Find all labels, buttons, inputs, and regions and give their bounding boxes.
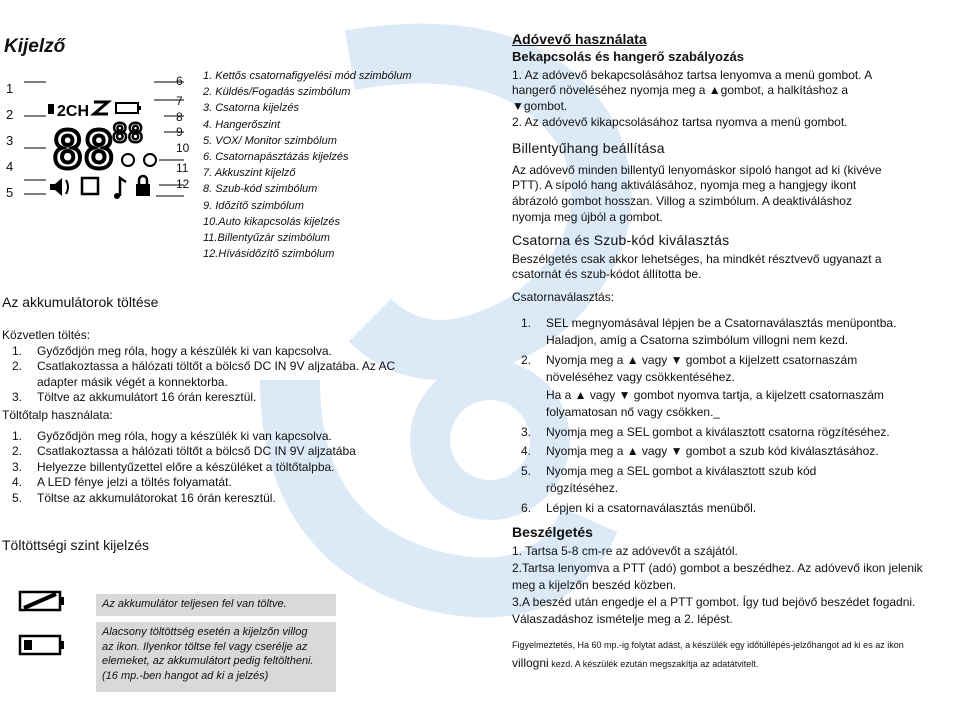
lcd-legend-item: 7. Akkuszint kijelző [203, 167, 296, 180]
list-item: 5. Nyomja meg a SEL gombot a kiválasztott szub kód rögzítéséhez. [521, 463, 817, 496]
lcd-callout-number: 3 [6, 133, 14, 148]
list-item: 3. Helyezze billentyűzettel előre a készüléket a töltőtalpba. [12, 459, 335, 474]
battery-charge-instructions [2, 328, 482, 507]
right-column [512, 32, 958, 670]
charge-level-title: Töltöttségi szint kijelzés [2, 537, 150, 553]
lcd-callout-number: 1 [6, 81, 14, 96]
lcd-legend-item: 1. Kettős csatornafigyelési mód szimbólum [203, 70, 412, 82]
power-title: Bekapcsolás és hangerő szabályozás [512, 48, 744, 64]
lcd-left-numbers [6, 76, 13, 206]
list-item: 4. Nyomja meg a ▲ vagy ▼ gombot a szub kód kiválasztásához. [521, 444, 879, 459]
lcd-callout-number: 12 [176, 176, 190, 191]
lcd-legend-item: 8. Szub-kód szimbólum [203, 183, 318, 196]
list-item: 1. Győződjön meg róla, hogy a készülék ki van kapcsolva. [12, 428, 332, 443]
list-item: 4. A LED fénye jelzi a töltés folyamatát. [12, 475, 232, 490]
battery-charge-title: Az akkumulátorok töltése [2, 294, 159, 310]
lcd-callout-number: 9 [176, 125, 183, 140]
usage-title: Adóvevő használata [512, 31, 647, 47]
lcd-legend-item: 10.Auto kikapcsolás kijelzés [203, 215, 340, 228]
lcd-callout-number: 11 [176, 160, 189, 175]
svg-text:88: 88 [112, 119, 144, 149]
lcd-callout-number: 10 [176, 141, 190, 156]
keytone-title: Billentyűhang beállítása [512, 139, 665, 156]
talk-text: 1. Tartsa 5-8 cm-re az adóvevőt a szájától. 2.Tartsa lenyomva a PTT (adó) gombot a beszédhez. Az adóvevő ikon jelenik meg a kijelzőn beszéd közben. 3.A beszéd után engedje el a PTT gombot. Így tud bejövő beszédet fogadni. Válaszadáshoz ismételje meg a 2. lépést. [512, 544, 923, 627]
channel-intro: Beszélgetés csak akkor lehetséges, ha mindkét résztvevő ugyanazt a csatornát és szub-kódot állította be. [512, 251, 882, 282]
lcd-diagram [6, 68, 494, 290]
cradle-label: Töltőtalp használata: [2, 407, 113, 422]
lcd-legend-item: 6. Csatornapásztázás kijelzés [203, 151, 349, 164]
lcd-big-digits: 88 [52, 121, 115, 181]
lcd-legend [203, 68, 412, 262]
keytone-text: Az adóvevő minden billentyű lenyomáskor sípoló hangot ad ki (kivéve PTT). A sípoló hang aktiválásához, nyomja meg a hangjegy ikont ábrázoló gombot hosszan. Villog a szimbólum. A deaktiváláshoz nyomja meg újból a gombot. [512, 162, 882, 224]
lcd-legend-item: 4. Hangerőszint [203, 118, 281, 131]
list-item: 2. Csatlakoztassa a hálózati töltőt a bölcső DC IN 9V aljzatába [12, 444, 356, 459]
lcd-legend-item: 5. VOX/ Monitor szimbólum [203, 134, 337, 147]
list-item: 2. Nyomja meg a ▲ vagy ▼ gombot a kijelzett csatornaszám növeléséhez vagy csökkentéséhez. Ha a ▲ vagy ▼ gombot nyomva tartja, a kijelzett csatornaszám folyamatosan nő vagy csökken._ [521, 352, 884, 420]
lcd-legend-item: 3. Csatorna kijelzés [203, 102, 299, 115]
warning-note: Figyelmeztetés, Ha 60 mp.-ig folytat adást, a készülék egy időtúllépés-jelzőhangot ad ki es az ikon villogni kezd. A készülék ezután megszakítja az adatátvitelt. [512, 640, 904, 671]
lcd-right-numbers [176, 74, 189, 193]
low-battery-note: Alacsony töltöttség esetén a kijelzőn villog az ikon. Ilyenkor töltse fel vagy cserélje az elemeket, az akkumulátort pedig feltöltheni. (16 mp.-ben hangot ad ki a jelzés) [96, 622, 336, 692]
lcd-channel-label: 2CH [57, 103, 90, 120]
lcd-screen-icon [24, 68, 189, 218]
power-text: 1. Az adóvevő bekapcsolásához tartsa lenyomva a menü gombot. A hangerő növeléséhez nyomja meg a ▲gombot, a halkításhoz a ▼gombot. 2. Az adóvevő kikapcsolásához tartsa nyomva a menü gombot. [512, 67, 873, 129]
list-item: 6. Lépjen ki a csatornaválasztás menüből. [521, 500, 757, 515]
list-item: 3. Nyomja meg a SEL gombot a kiválasztott csatorna rögzítéséhez. [521, 424, 890, 439]
charge-level-illustration [16, 586, 356, 696]
list-item: 3. Töltve az akkumulátort 16 órán keresztül. [12, 390, 257, 405]
full-battery-note: Az akkumulátor teljesen fel van töltve. [96, 594, 336, 616]
lcd-legend-item: 9. Időzítő szimbólum [203, 199, 304, 212]
lcd-callout-number: 6 [176, 74, 183, 88]
cradle-steps [2, 429, 482, 507]
lcd-legend-item: 11.Billentyűzár szimbólum [203, 232, 330, 245]
channel-title: Csatorna és Szub-kód kiválasztás [512, 231, 730, 248]
list-item: 1. Győződjön meg róla, hogy a készülék ki van kapcsolva. [12, 343, 332, 358]
channel-steps [512, 315, 958, 518]
list-item: 2. Csatlakoztassa a hálózati töltőt a bölcső DC IN 9V aljzatába. Az AC [12, 359, 396, 374]
battery-icons [16, 586, 76, 696]
lcd-callout-number: 7 [176, 93, 183, 108]
list-item: adapter másik végét a konnektorba. [37, 374, 228, 389]
display-section-title: Kijelző [4, 36, 66, 57]
talk-title: Beszélgetés [512, 524, 593, 541]
list-item: 1. SEL megnyomásával lépjen be a Csatornaválasztás menüpontba. Haladjon, amíg a Csatorna szimbólum villogni nem kezd. [521, 315, 897, 348]
lcd-callout-number: 4 [6, 159, 14, 174]
direct-charge-label: Közvetlen töltés: [2, 328, 91, 342]
lcd-legend-item: 2. Küldés/Fogadás szimbólum [203, 86, 351, 99]
lcd-legend-item: 12.Hívásidőzítő szimbólum [203, 248, 335, 261]
lcd-callout-number: 2 [6, 107, 14, 122]
direct-charge-steps [2, 344, 482, 406]
lcd-callout-number: 5 [6, 185, 14, 200]
channel-select-label: Csatornaválasztás: [512, 290, 615, 305]
lcd-callout-number: 8 [176, 109, 183, 124]
list-item: 5. Töltse az akkumulátorokat 16 órán keresztül. [12, 490, 276, 505]
